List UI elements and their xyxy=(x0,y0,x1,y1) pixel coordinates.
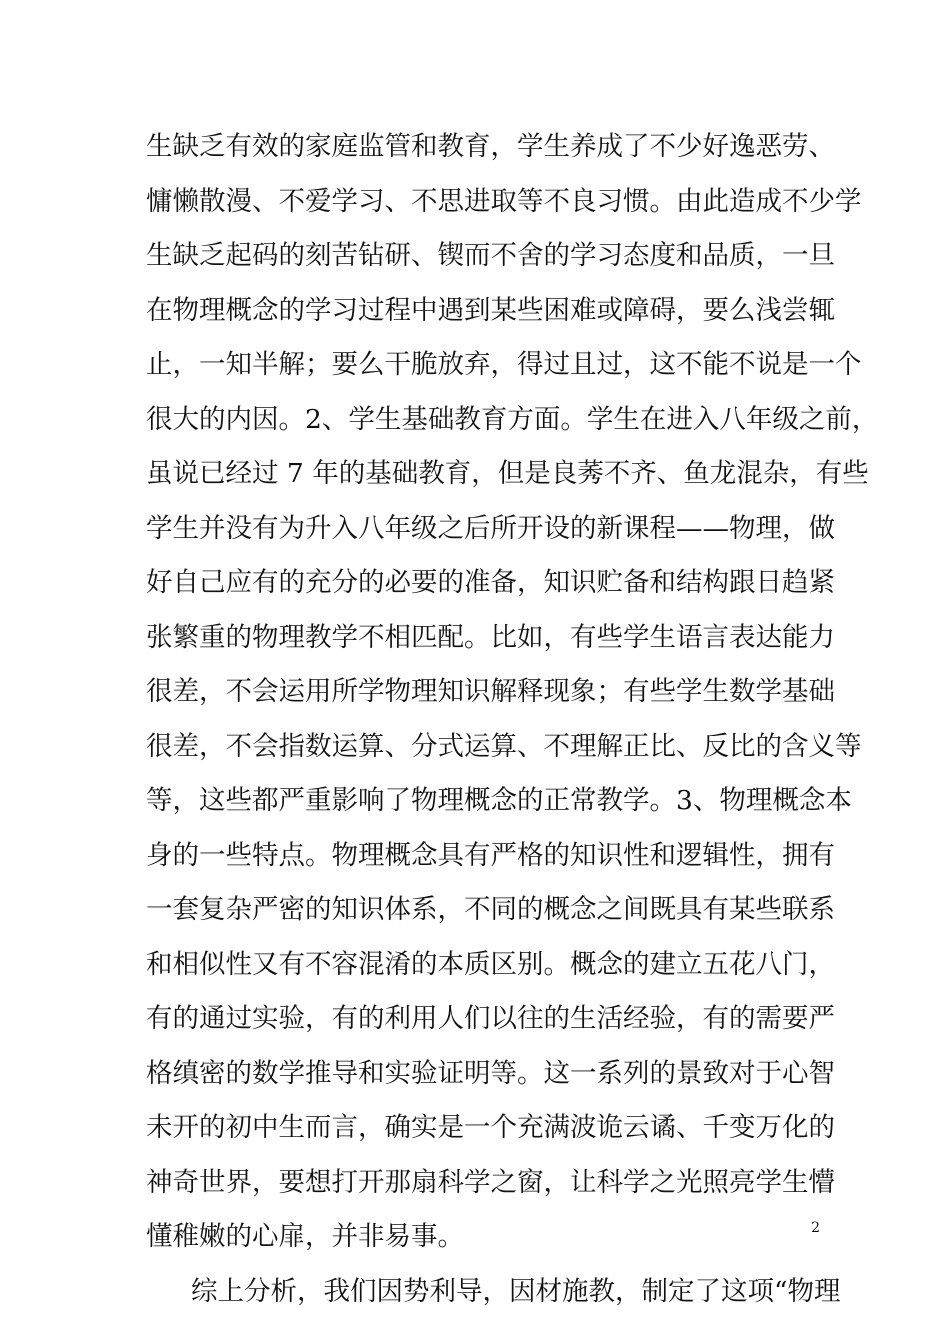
text-line: 神奇世界，要想打开那扇科学之窗，让科学之光照亮学生懵 xyxy=(146,1166,835,1198)
text-line: 很差，不会运用所学物理知识解释现象；有些学生数学基础 xyxy=(146,676,835,707)
text-line: 虽说已经过 7 年的基础教育，但是良莠不齐、鱼龙混杂，有些 xyxy=(146,458,869,489)
text-line: 格缜密的数学推导和实验证明等。这一系列的景致对于心智 xyxy=(146,1057,835,1089)
text-line: 未开的初中生而言，确实是一个充满波诡云谲、千变万化的 xyxy=(146,1112,835,1143)
text-line: 止，一知半解；要么干脆放弃，得过且过，这不能不说是一个 xyxy=(146,349,862,380)
text-line: 学生并没有为升入八年级之后所开设的新课程——物理，做 xyxy=(146,512,835,544)
text-line: 生缺乏有效的家庭监管和教育，学生养成了不少好逸恶劳、 xyxy=(146,131,835,162)
text-line: 身的一些特点。物理概念具有严格的知识性和逻辑性，拥有 xyxy=(146,839,835,871)
text-line: 好自己应有的充分的必要的准备，知识贮备和结构跟日趋紧 xyxy=(146,567,835,598)
paragraph xyxy=(146,1265,841,1320)
page-number: 2 xyxy=(811,1220,820,1236)
text-line: 很差，不会指数运算、分式运算、不理解正比、反比的含义等 xyxy=(146,730,862,762)
text-line: 生缺乏起码的刻苦钻研、锲而不舍的学习态度和品质，一旦 xyxy=(146,240,835,271)
text-line: 懂稚嫩的心扉，并非易事。 xyxy=(146,1221,464,1252)
text-line: 很大的内因。2、学生基础教育方面。学生在进入八年级之前， xyxy=(146,403,879,435)
text-line: 在物理概念的学习过程中遇到某些困难或障碍，要么浅尝辄 xyxy=(146,294,835,326)
text-line: 和相似性又有不容混淆的本质区别。概念的建立五花八门， xyxy=(146,948,835,980)
text-line: 等，这些都严重影响了物理概念的正常教学。3、物理概念本 xyxy=(146,785,852,816)
text-line: 有的通过实验，有的利用人们以往的生活经验，有的需要严 xyxy=(146,1003,835,1034)
body-text xyxy=(146,120,879,1319)
paragraph xyxy=(146,120,879,1265)
text-line: 张繁重的物理教学不相匹配。比如，有些学生语言表达能力 xyxy=(146,621,835,653)
text-line: 综上分析，我们因势利导，因材施教，制定了这项“物理 xyxy=(191,1275,841,1307)
text-line: 一套复杂严密的知识体系，不同的概念之间既具有某些联系 xyxy=(146,894,835,925)
text-line: 慵懒散漫、不爱学习、不思进取等不良习惯。由此造成不少学 xyxy=(146,185,862,217)
